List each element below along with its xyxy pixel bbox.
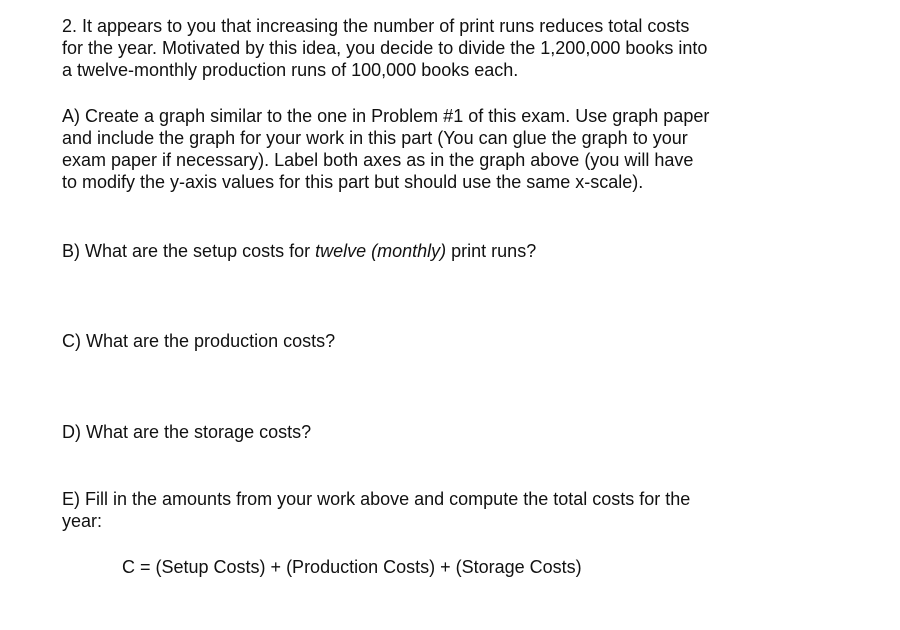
intro-line: a twelve-monthly production runs of 100,000 books each. bbox=[62, 60, 519, 80]
problem-intro bbox=[62, 15, 782, 81]
part-b-text-start: B) What are the setup costs for bbox=[62, 241, 316, 261]
part-b-question bbox=[62, 240, 782, 262]
part-b-line bbox=[62, 240, 782, 262]
part-b-emphasis: twelve (monthly) bbox=[315, 241, 447, 261]
part-d-question bbox=[62, 421, 782, 443]
part-e-question bbox=[62, 488, 782, 532]
part-c-line: C) What are the production costs? bbox=[62, 331, 336, 351]
total-cost-formula: C = (Setup Costs) + (Production Costs) + (Storage Costs) bbox=[122, 557, 582, 577]
part-a-line: A) Create a graph similar to the one in Problem #1 of this exam. Use graph paper bbox=[62, 106, 710, 126]
part-a-line: exam paper if necessary). Label both axes as in the graph above (you will have bbox=[62, 150, 694, 170]
intro-line: 2. It appears to you that increasing the number of print runs reduces total costs bbox=[62, 16, 690, 36]
part-c-question bbox=[62, 330, 782, 352]
part-a-line: to modify the y-axis values for this part but should use the same x-scale). bbox=[62, 172, 644, 192]
part-a-question bbox=[62, 105, 782, 193]
part-d-line: D) What are the storage costs? bbox=[62, 422, 312, 442]
part-e-line: E) Fill in the amounts from your work above and compute the total costs for the bbox=[62, 489, 691, 509]
part-e-line: year: bbox=[62, 511, 103, 531]
intro-line: for the year. Motivated by this idea, you decide to divide the 1,200,000 books into bbox=[62, 38, 708, 58]
part-a-line: and include the graph for your work in this part (You can glue the graph to your bbox=[62, 128, 688, 148]
part-b-text-end: print runs? bbox=[446, 241, 537, 261]
